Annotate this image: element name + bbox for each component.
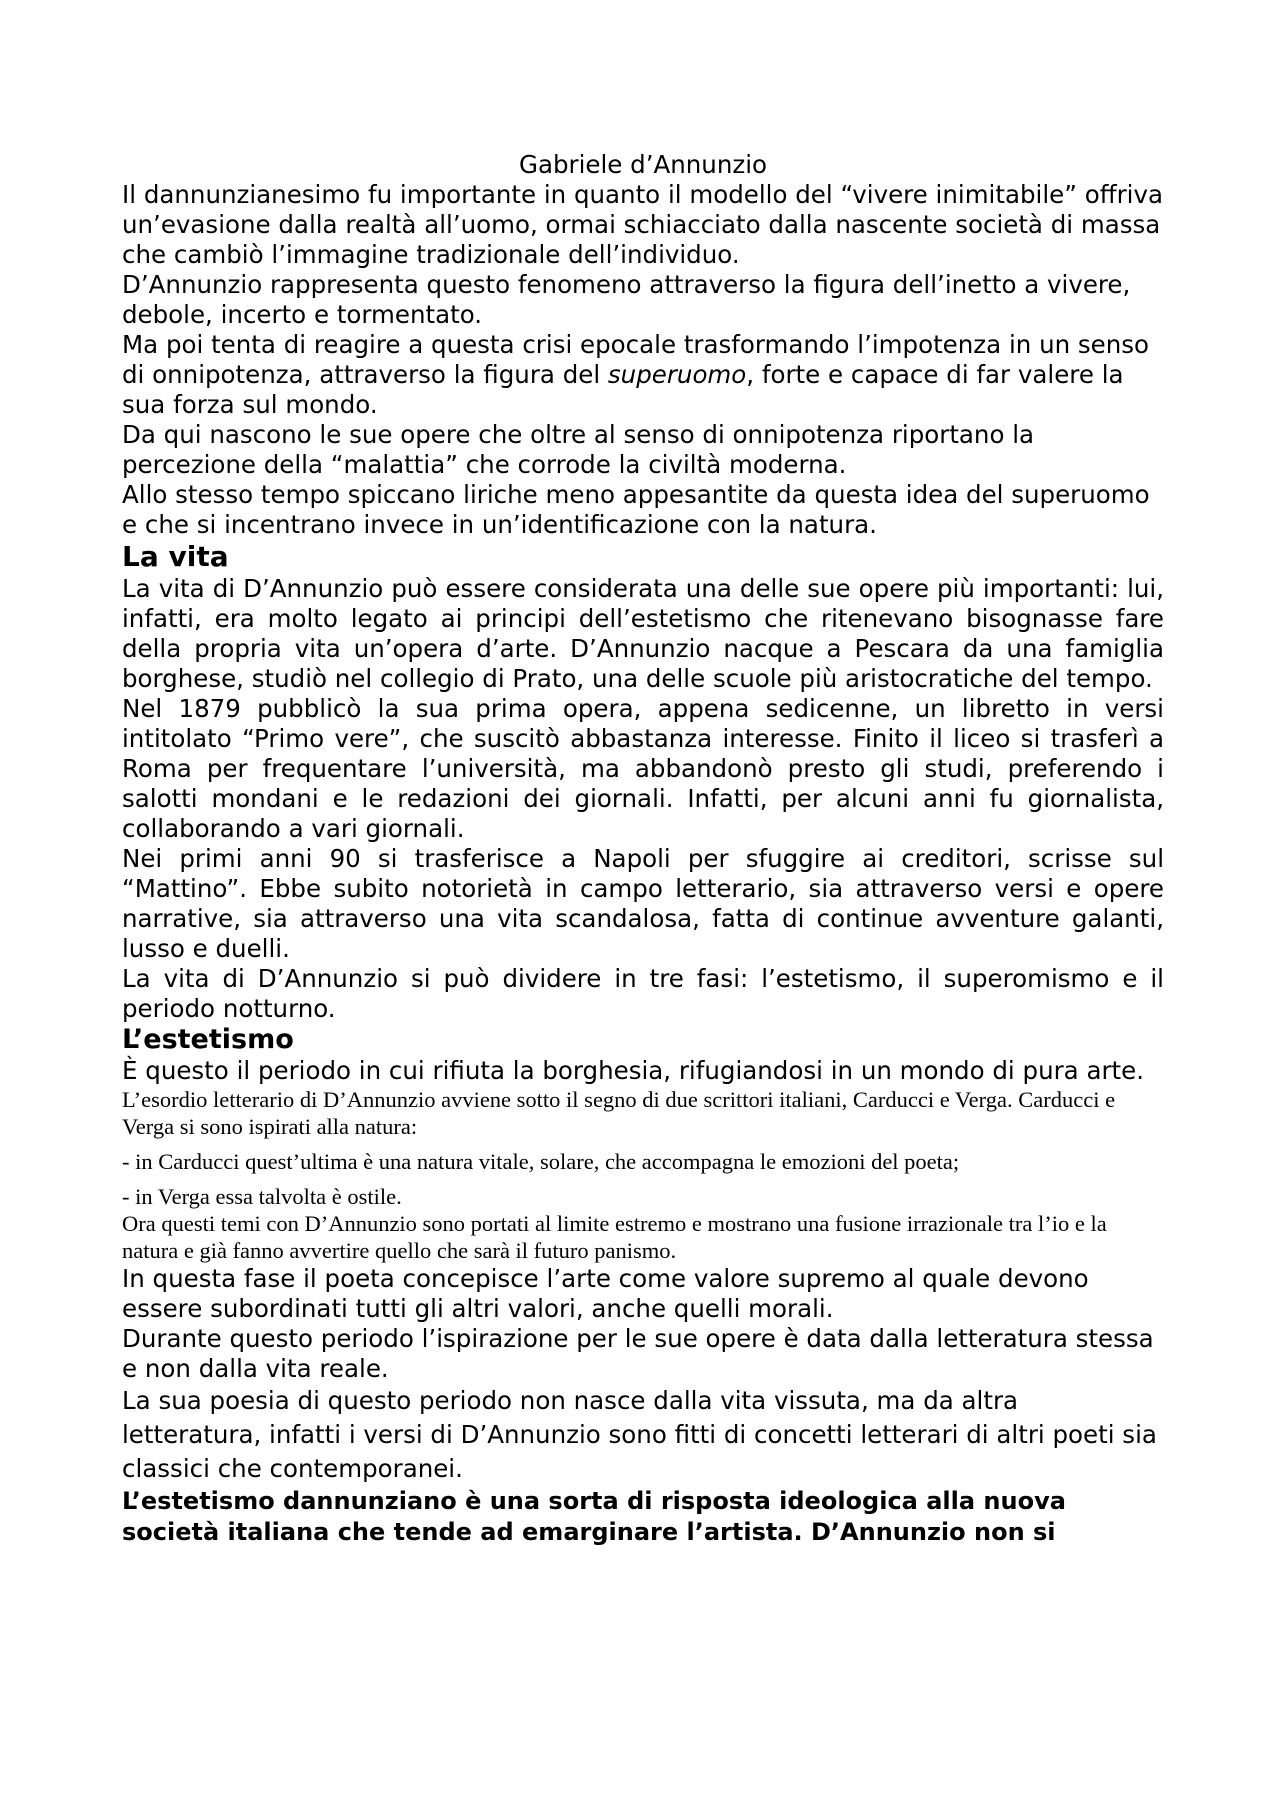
serif-list-item-verga: - in Verga essa talvolta è ostile. (122, 1184, 402, 1209)
estetismo-paragraph-1: In questa fase il poeta concepisce l’arte come valore supremo al quale devono essere subordinati tutti gli altri valori, anche quelli morali. (122, 1264, 1089, 1323)
intro-paragraph-1: Il dannunzianesimo fu importante in quanto il modello del “vivere inimitabile” offriva un’evasione dalla realtà all’uomo, ormai schiacciato dalla nascente società di massa che cambiò l’immagine tradizionale dell’individuo. (122, 180, 1163, 269)
vita-paragraph-2: Nel 1879 pubblicò la sua prima opera, appena sedicenne, un libretto in versi intitolato “Primo vere”, che suscitò abbastanza interesse. Finito il liceo si trasferì a Roma per frequentare l’università, ma abbandonò presto gli studi, preferendo i salotti mondani e le redazioni dei giornali. Infatti, per alcuni anni fu giornalista, collaborando a vari giornali. (122, 694, 1164, 843)
intro-superuomo-before: Ma poi tenta di reagire a questa crisi epocale trasformando l’impotenza in un senso di onnipotenza, attraverso la figura del (122, 330, 1150, 389)
vita-paragraph-1: La vita di D’Annunzio può essere considerata una delle sue opere più importanti: lui, infatti, era molto legato ai principi dell’estetismo che ritenevano bisognasse fare della propria vita un’opera d’arte. D’Annunzio nacque a Pescara da una famiglia borghese, studiò nel collegio di Prato, una delle scuole più aristocratiche del tempo. (122, 574, 1164, 693)
intro-paragraph-2: D’Annunzio rappresenta questo fenomeno attraverso la figura dell’inetto a vivere, debole, incerto e tormentato. (122, 270, 1131, 329)
estetismo-paragraph-2: Durante questo periodo l’ispirazione per le sue opere è data dalla letteratura stessa e non dalla vita reale. (122, 1324, 1154, 1383)
heading-la-vita: La vita (122, 540, 229, 573)
superuomo-italic: superuomo (607, 360, 747, 389)
vita-paragraph-4: La vita di D’Annunzio si può dividere in tre fasi: l’estetismo, il superomismo e il periodo notturno. (122, 964, 1164, 1023)
serif-paragraph-2: Ora questi temi con D’Annunzio sono portati al limite estremo e mostrano una fusione irrazionale tra l’io e la natura e già fanno avvertire quello che sarà il futuro panismo. (122, 1211, 1107, 1263)
document-page (122, 150, 1164, 1548)
estetismo-paragraph-3: La sua poesia di questo periodo non nasce dalla vita vissuta, ma da altra letteratura, infatti i versi di D’Annunzio sono fitti di concetti letterari di altri poeti sia classici che contemporanei. (122, 1386, 1157, 1483)
intro-superuomo-after: , forte e capace di far valere la sua forza sul mondo. (122, 360, 1124, 419)
vita-paragraph-3: Nei primi anni 90 si trasferisce a Napoli per sfuggire ai creditori, scrisse sul “Mattino”. Ebbe subito notorietà in campo letterario, sia attraverso versi e opere narrative, sia attraverso una vita scandalosa, fatta di continue avventure galanti, lusso e duelli. (122, 844, 1164, 963)
serif-list-item-carducci: - in Carducci quest’ultima è una natura vitale, solare, che accompagna le emozioni del poeta; (122, 1149, 960, 1174)
serif-paragraph-1: L’esordio letterario di D’Annunzio avviene sotto il segno di due scrittori italiani, Carducci e Verga. Carducci e Verga si sono ispirati alla natura: (122, 1087, 1116, 1139)
intro-paragraph-4: Da qui nascono le sue opere che oltre al senso di onnipotenza riportano la percezione della “malattia” che corrode la civiltà moderna. (122, 420, 1035, 479)
intro-paragraph-5: Allo stesso tempo spiccano liriche meno appesantite da questa idea del superuomo e che si incentrano invece in un’identificazione con la natura. (122, 480, 1150, 539)
intro-paragraph-3 (122, 330, 1164, 420)
estetismo-bold-paragraph: L’estetismo dannunziano è una sorta di risposta ideologica alla nuova società italiana che tende ad emarginare l’artista. D’Annunzio non si (122, 1487, 1066, 1546)
document-title: Gabriele d’Annunzio (518, 150, 768, 179)
heading-estetismo: L’estetismo (122, 1024, 294, 1055)
estetismo-lead: È questo il periodo in cui rifiuta la borghesia, rifugiandosi in un mondo di pura arte. (122, 1056, 1145, 1085)
